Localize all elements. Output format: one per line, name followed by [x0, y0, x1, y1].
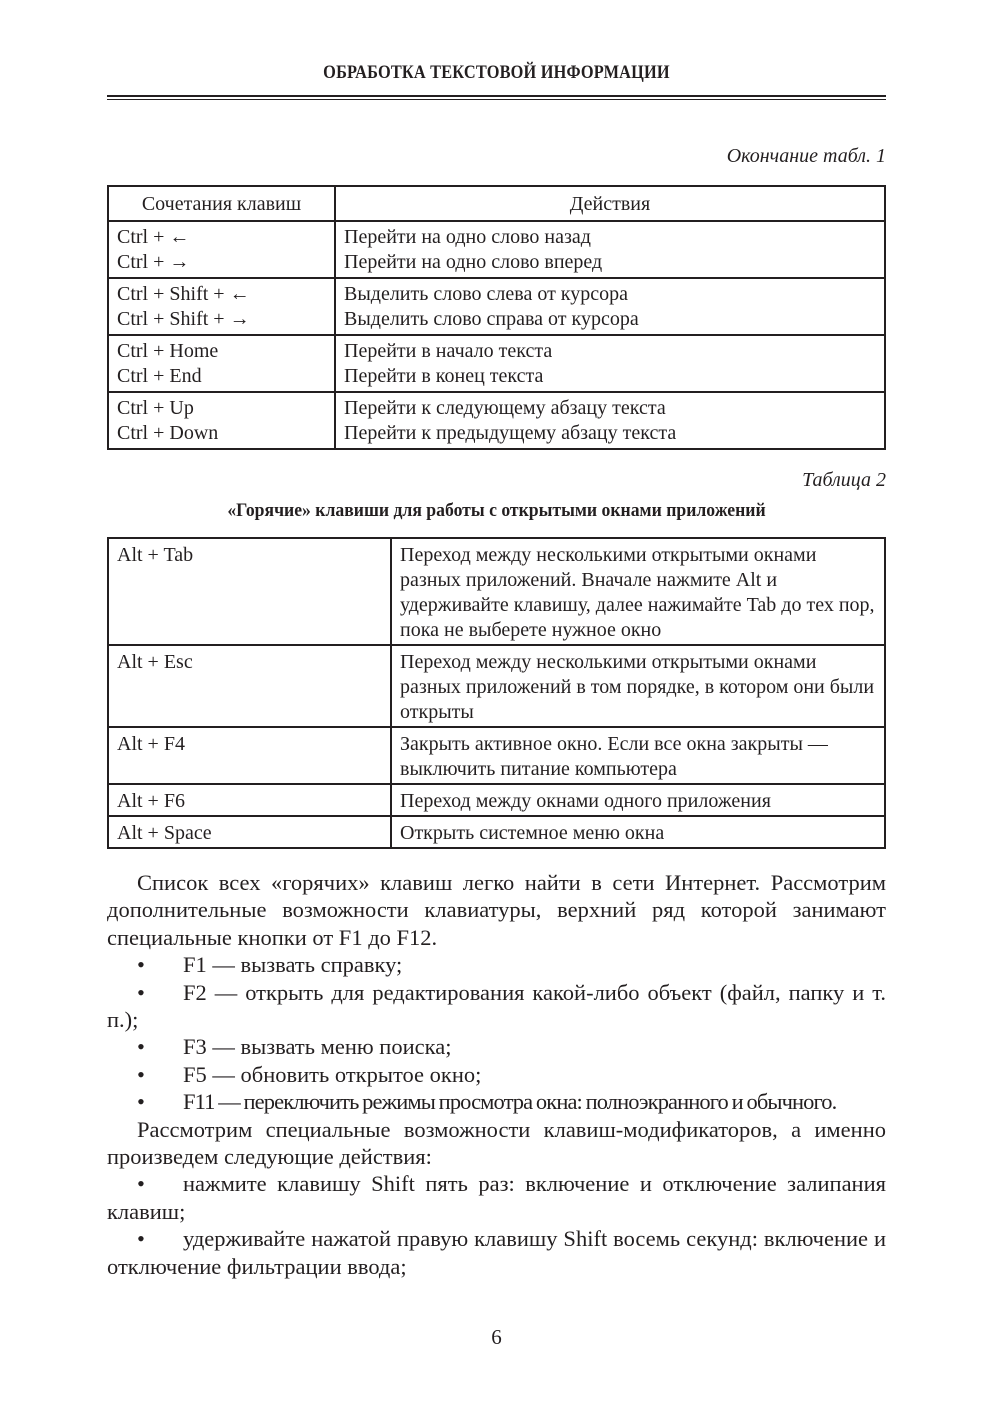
- list-item-text: F11 — переключить режимы просмотра окна: полноэкранного и обычного.: [183, 1089, 837, 1115]
- intro-paragraph: Список всех «горячих» клавиш легко найти в сети Интернет. Рассмотрим дополнительные возможности клавиатуры, верхний ряд которой занимают специальные кнопки от F1 до F12.: [107, 870, 886, 950]
- table1-keys-cell: [108, 392, 335, 449]
- key-combo: Ctrl + Shift + ←: [117, 283, 250, 305]
- table2-keys-cell: Alt + F4: [108, 727, 391, 784]
- key-combo: Ctrl + Down: [117, 422, 219, 444]
- list-item: [107, 1061, 886, 1088]
- table2-action-cell: Открыть системное меню окна: [391, 816, 885, 848]
- table2-action-cell: Переход между несколькими открытыми окнами разных приложений в том порядке, в котором они были открыты: [391, 645, 885, 727]
- page-number: 6: [491, 1325, 502, 1349]
- modifiers-paragraph: Рассмотрим специальные возможности клавиш-модификаторов, а именно произведем следующие действия:: [107, 1116, 886, 1170]
- bullet-icon: •: [137, 979, 145, 1005]
- list-item: [107, 979, 886, 1034]
- action-text: Выделить слово справа от курсора: [344, 308, 639, 330]
- table-row: [108, 784, 885, 816]
- key-combo: Ctrl + End: [117, 365, 202, 387]
- table1-caption: Окончание табл. 1: [726, 145, 886, 167]
- header-rule-thin: [107, 99, 886, 100]
- action-text: Перейти в конец текста: [344, 365, 544, 387]
- list-item-text: нажмите клавишу Shift пять раз: включение и отключение залипания клавиш;: [107, 1171, 886, 1224]
- table-row: [108, 278, 885, 335]
- table1-actions-cell: [335, 392, 885, 449]
- table1-keys-cell: [108, 278, 335, 335]
- table1-keys-cell: [108, 221, 335, 278]
- list-item: [107, 1033, 886, 1060]
- action-text: Перейти в начало текста: [344, 340, 553, 362]
- list-item-text: F5 — обновить открытое окно;: [183, 1061, 482, 1087]
- table2-keys-cell: Alt + Esc: [108, 645, 391, 727]
- table2-action-cell: Закрыть активное окно. Если все окна закрыты — выключить питание компьютера: [391, 727, 885, 784]
- table-row: [108, 816, 885, 848]
- table1-hotkeys: [107, 185, 886, 450]
- list-item: [107, 951, 886, 978]
- action-text: Перейти к следующему абзацу текста: [344, 397, 666, 419]
- key-combo: Ctrl + Shift + →: [117, 308, 250, 330]
- table2-window-hotkeys: [107, 537, 886, 849]
- table2-keys-cell: Alt + Tab: [108, 538, 391, 645]
- table1-header-actions: Действия: [335, 186, 885, 221]
- key-combo: Ctrl + →: [117, 251, 190, 273]
- bullet-icon: •: [137, 1226, 145, 1252]
- list-item: [107, 1088, 886, 1115]
- list-item-text: F2 — открыть для редактирования какой-либо объект (файл, папку и т. п.);: [107, 979, 886, 1033]
- table-row: [108, 221, 885, 278]
- list-item-text: F1 — вызвать справку;: [183, 952, 403, 978]
- header-rule-thick: [107, 95, 886, 97]
- bullet-icon: •: [137, 1171, 145, 1197]
- body-text: [107, 869, 886, 1280]
- bullet-icon: •: [137, 952, 145, 978]
- list-item: [107, 1225, 886, 1280]
- table2-action-cell: Переход между несколькими открытыми окнами разных приложений. Вначале нажмите Alt и удерживайте клавишу, далее нажимайте Tab до тех пор, пока не выберете нужное окно: [391, 538, 885, 645]
- bullet-icon: •: [137, 1061, 145, 1087]
- action-text: Выделить слово слева от курсора: [344, 283, 628, 305]
- table1-header-row: [108, 186, 885, 221]
- table1-actions-cell: [335, 335, 885, 392]
- action-text: Перейти на одно слово назад: [344, 226, 591, 248]
- bullet-icon: •: [137, 1034, 145, 1060]
- table2-action-cell: Переход между окнами одного приложения: [391, 784, 885, 816]
- list-item-text: F3 — вызвать меню поиска;: [183, 1034, 452, 1060]
- table-row: [108, 392, 885, 449]
- table-row: [108, 645, 885, 727]
- running-head: ОБРАБОТКА ТЕКСТОВОЙ ИНФОРМАЦИИ: [323, 62, 670, 83]
- table1-actions-cell: [335, 221, 885, 278]
- table1-actions-cell: [335, 278, 885, 335]
- key-combo: Ctrl + Home: [117, 340, 219, 362]
- table2-keys-cell: Alt + Space: [108, 816, 391, 848]
- table2-keys-cell: Alt + F6: [108, 784, 391, 816]
- action-text: Перейти на одно слово вперед: [344, 251, 603, 273]
- list-item-text: удерживайте нажатой правую клавишу Shift восемь секунд: включение и отключение фильтрации ввода;: [107, 1226, 886, 1279]
- table-row: [108, 727, 885, 784]
- action-text: Перейти к предыдущему абзацу текста: [344, 422, 677, 444]
- table1-header-keys: Сочетания клавиш: [108, 186, 335, 221]
- table2-title: «Горячие» клавиши для работы с открытыми окнами приложений: [227, 500, 766, 521]
- table-row: [108, 538, 885, 645]
- list-item: [107, 1170, 886, 1225]
- table2-label: Таблица 2: [802, 469, 886, 491]
- table1-keys-cell: [108, 335, 335, 392]
- key-combo: Ctrl + ←: [117, 226, 190, 248]
- bullet-icon: •: [137, 1089, 144, 1115]
- table-row: [108, 335, 885, 392]
- key-combo: Ctrl + Up: [117, 397, 194, 419]
